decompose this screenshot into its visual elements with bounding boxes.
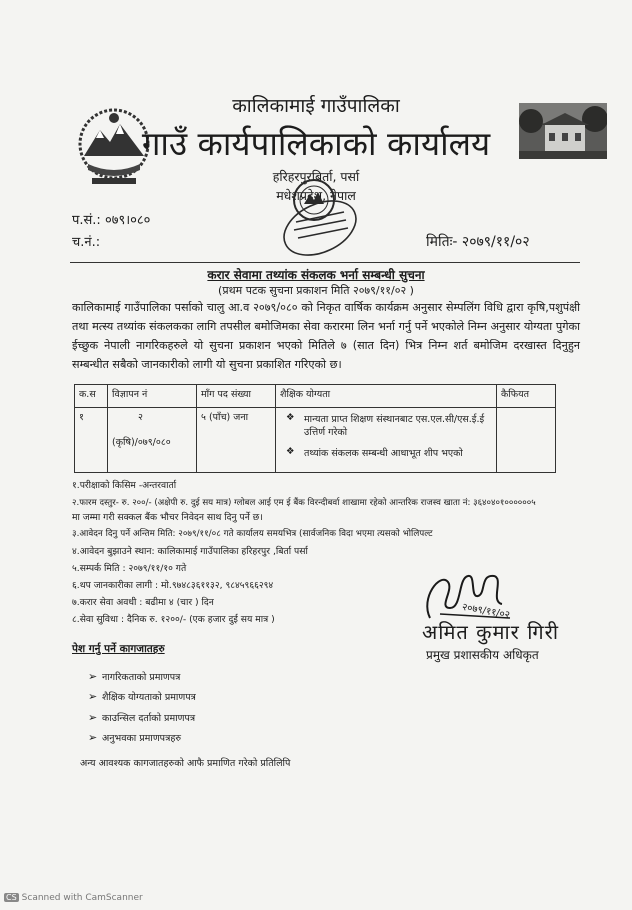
list-item — [88, 690, 196, 703]
document-name: काउन्सिल दर्ताको प्रमाणपत्र — [102, 713, 196, 724]
document-name: अनुभवका प्रमाणपत्रहरु — [102, 733, 182, 744]
header-qualification: शैक्षिक योग्यता — [276, 385, 497, 408]
document-name: शैक्षिक योग्यताको प्रमाणपत्र — [102, 692, 196, 703]
address-line-2: मधेशप्रदेश, नेपाल — [276, 188, 356, 203]
list-item — [88, 670, 180, 683]
documents-title: पेश गर्नु पर्ने कागजातहरु — [72, 643, 165, 655]
address-line-1: हरिहरपुरबिर्ता, पर्सा — [272, 169, 360, 184]
table-header-row — [75, 385, 556, 408]
condition-item: ७.करार सेवा अवधी : बढीमा ४ (चार ) दिन — [72, 597, 214, 608]
condition-item: ६.थप जानकारीका लागी : मो.९७४८३६११३२, ९८४५९६६२९४ — [72, 580, 274, 591]
arrow-bullet-icon: ➢ — [88, 690, 98, 703]
notice-title: करार सेवामा तथ्यांक संकलक भर्ना सम्बन्धी सुचना — [207, 268, 425, 282]
header-remarks: कैफियत — [497, 385, 556, 408]
cell-ad-no — [108, 408, 197, 473]
ad-reference: (कृषि)/०७९/०८० — [112, 437, 171, 448]
office-name: कालिकामाई गाउँपालिका — [232, 95, 400, 117]
header-sn: क.स — [75, 385, 108, 408]
header-ad-no: विज्ञापन नं — [108, 385, 197, 408]
signature-date: २०७९/११/०२ — [461, 601, 511, 622]
diamond-bullet-icon: ❖ — [286, 412, 295, 423]
signatory-designation: प्रमुख प्रशासकीय अधिकृत — [426, 648, 539, 662]
cell-remarks — [497, 408, 556, 473]
signatory-name: अमित कुमार गिरी — [422, 620, 560, 644]
arrow-bullet-icon: ➢ — [88, 731, 98, 744]
cell-posts: ५ (पाँच) जना — [197, 408, 276, 473]
scanner-watermark — [4, 893, 143, 903]
condition-item: १.परीक्षाको किसिम -अन्तरवार्ता — [72, 480, 177, 491]
ad-number: २ — [138, 412, 143, 423]
arrow-bullet-icon: ➢ — [88, 711, 98, 724]
list-item — [88, 711, 195, 724]
condition-item: ५.सम्पर्क मिति : २०७९/११/१० गते — [72, 563, 187, 574]
qualification-item — [286, 446, 492, 459]
notice-subtitle: (प्रथम पटक सुचना प्रकाशन मिति २०७९/११/०२ ) — [218, 284, 414, 297]
header-divider — [70, 262, 580, 263]
documents-note: अन्य आवश्यक कागजातहरुको आफै प्रमाणित गरेको प्रतिलिपि — [80, 758, 291, 769]
dispatch-number: च.नं.: — [72, 235, 101, 250]
camscanner-badge: CS — [6, 893, 17, 902]
reference-number: प.सं.: ०७९।०८० — [72, 213, 151, 228]
scanner-text: Scanned with CamScanner — [21, 893, 143, 903]
condition-item: ३.आवेदन दिनु पर्ने अन्तिम मिति: २०७९/११/०८ गते कार्यालय समयभित्र (सार्वजनिक विदा भएमा त्यसको भोलिपल्ट — [72, 529, 433, 539]
qualification-text: तथ्यांक संकलक सम्बन्धी आधाभूत शीप भएको — [304, 448, 463, 459]
arrow-bullet-icon: ➢ — [88, 670, 98, 683]
qualification-item — [286, 412, 492, 438]
condition-item: ८.सेवा सुविधा : दैनिक रु. १२००/- (एक हजार दुई सय मात्र ) — [72, 614, 275, 625]
cell-qualification — [276, 408, 497, 473]
vacancy-table — [74, 384, 556, 473]
header-posts: माँग पद संख्या — [197, 385, 276, 408]
table-row — [75, 408, 556, 473]
cell-sn: १ — [75, 408, 108, 473]
qualification-text: मान्यता प्राप्त शिक्षण संस्थानबाट एस.एल.सी/एस.ई.ई उत्तिर्ण गरेको — [304, 414, 485, 438]
office-stamp — [266, 172, 366, 256]
condition-item: मा जम्मा गरी सक्कल बैंक भौचर निवेदन साथ दिनु पर्ने छ। — [72, 512, 263, 523]
notice-date: मितिः- २०७९/११/०२ — [426, 234, 530, 250]
condition-item: ४.आवेदन बुझाउने स्थान: कालिकामाई गाउँपालिका हरिहरपुर ,बिर्ता पर्सा — [72, 546, 308, 557]
diamond-bullet-icon: ❖ — [286, 446, 295, 457]
notice-body: कालिकामाई गाउँपालिका पर्साको चालु आ.व २०७९/०८० को निकृत वार्षिक कार्यक्रम अनुसार सेम्पलिंग विधि द्वारा कृषि,पशुपंक्षी तथा मत्स्य तथ्यांक संकलकका लागि तपसील बमोजिमका सेवा करारमा लिन भर्ना गर्नु पर्ने भएकोले निम्न अनुसार योग्यता पुगेका ईच्छुक नेपाली नागरिकहरुले यो सुचना प्रकाशन भएको मितिले ७ (सात दिन) भित्र निम्न शर्त बमोजिम दरखास्त दिनुहुन सम्बन्धीत सबैको जानकारीको लागी यो सुचना प्रकाशित गरिएको छ। — [72, 301, 580, 371]
document-name: नागरिकताको प्रमाणपत्र — [102, 672, 181, 683]
office-title: गाउँ कार्यपालिकाको कार्यालय — [141, 124, 491, 163]
condition-item: २.फारम दस्तुर- रु. २००/- (अक्षेपी रु. दुई सय मात्र) ग्लोबल आई एम ई बैंक विरन्दीबर्वा शाखामा रहेको आन्तरिक राजस्व खाता नं: ३६४०४०१००००००५ — [72, 498, 536, 508]
list-item — [88, 731, 181, 744]
